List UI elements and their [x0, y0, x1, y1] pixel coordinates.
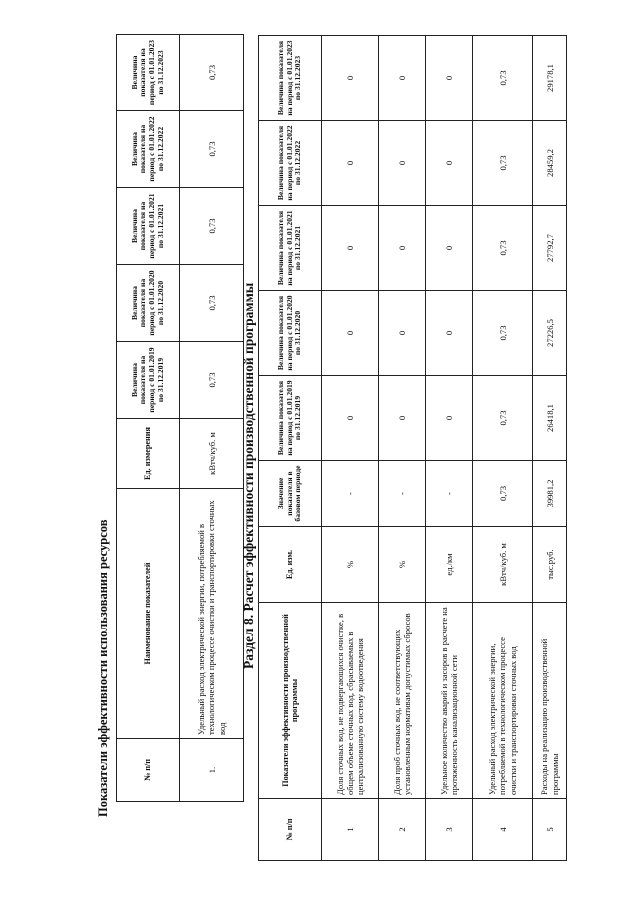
base-value: - — [379, 461, 426, 527]
indicator-name: Расходы на реализацию производственной программы — [533, 603, 567, 799]
value-2019: 0 — [322, 376, 379, 461]
value-2023: 0 — [426, 36, 473, 121]
value-2021: 0 — [379, 206, 426, 291]
header-cell: Ед. изм. — [259, 527, 322, 603]
header-cell: Величина показателя на период с 01.01.2022 по 31.12.2022 — [117, 111, 180, 188]
header-cell: Величина показателя на период с 01.01.2020 по 31.12.2020 — [259, 291, 322, 376]
header-cell: Значение показателя в базовом периоде — [259, 461, 322, 527]
unit: кВтч/куб. м — [180, 419, 244, 489]
unit: ед./км — [426, 527, 473, 603]
value-2019: 0,73 — [180, 342, 244, 419]
header-cell: № п/п — [117, 739, 180, 802]
unit: % — [379, 527, 426, 603]
header-cell: Показатели эффективности производственной программы — [259, 603, 322, 799]
value-2023: 0,73 — [473, 36, 533, 121]
header-cell: Величина показателя на период с 01.01.2023 по 31.12.2023 — [117, 35, 180, 111]
value-2021: 27792,7 — [533, 206, 567, 291]
table-row — [379, 36, 426, 861]
row-number: 4 — [473, 799, 533, 861]
row-number: 1 — [322, 799, 379, 861]
indicator-name: Доля проб сточных вод, не соответствующих установленным нормативам допустимых сбросов — [379, 603, 426, 799]
value-2023: 0 — [322, 36, 379, 121]
value-2021: 0,73 — [180, 188, 244, 265]
header-cell: Величина показателя на период с 01.01.2021 по 31.12.2021 — [117, 188, 180, 265]
unit: кВтч/куб. м — [473, 527, 533, 603]
unit: % — [322, 527, 379, 603]
header-cell: Величина показателя на период с 01.01.2023 по 31.12.2023 — [259, 36, 322, 121]
value-2020: 0,73 — [473, 291, 533, 376]
value-2020: 27226,5 — [533, 291, 567, 376]
indicator-name: Удельный расход электрической энергии, потребляемой в технологическом процессе очистки и транспортировки сточных вод — [180, 489, 244, 739]
value-2022: 0 — [426, 121, 473, 206]
value-2023: 0,73 — [180, 35, 244, 111]
value-2020: 0 — [322, 291, 379, 376]
value-2019: 0 — [379, 376, 426, 461]
table-row — [533, 36, 567, 861]
indicator-name: Удельный расход электрической энергии, потребляемой в технологическом процессе очистки и транспортировки сточных вод — [473, 603, 533, 799]
value-2022: 0,73 — [473, 121, 533, 206]
header-cell: Величина показателя на период с 01.01.2021 по 31.12.2021 — [259, 206, 322, 291]
indicator-name: Доля сточных вод, не подвергающихся очистке, в общем объеме сточных вод, сбрасываемых в централизованную систему водоотведения — [322, 603, 379, 799]
value-2019: 0 — [426, 376, 473, 461]
table-header-row — [117, 35, 180, 802]
value-2022: 28459,2 — [533, 121, 567, 206]
header-cell: Величина показателя на период с 01.01.2019 по 31.12.2019 — [259, 376, 322, 461]
base-value: 0,73 — [473, 461, 533, 527]
value-2020: 0,73 — [180, 265, 244, 342]
section1-title: Показатели эффективности использования ресурсов — [96, 519, 110, 817]
unit: тыс.руб. — [533, 527, 567, 603]
base-value: - — [426, 461, 473, 527]
row-number: 3 — [426, 799, 473, 861]
value-2019: 26418,1 — [533, 376, 567, 461]
row-number: 5 — [533, 799, 567, 861]
table-row — [426, 36, 473, 861]
resource-efficiency-table — [116, 34, 244, 802]
header-cell: Величина показателя на период с 01.01.2019 по 31.12.2019 — [117, 342, 180, 419]
value-2023: 0 — [379, 36, 426, 121]
value-2022: 0 — [379, 121, 426, 206]
row-number: 2 — [379, 799, 426, 861]
section2-title: Раздел 8. Расчет эффективности производственной программы — [241, 282, 256, 669]
value-2023: 29178,1 — [533, 36, 567, 121]
value-2021: 0 — [322, 206, 379, 291]
value-2022: 0 — [322, 121, 379, 206]
value-2021: 0,73 — [473, 206, 533, 291]
header-cell: № п/п — [259, 799, 322, 861]
value-2019: 0,73 — [473, 376, 533, 461]
header-cell: Наименование показателей — [117, 489, 180, 739]
base-value: - — [322, 461, 379, 527]
header-cell: Ед. измерения — [117, 419, 180, 489]
base-value: 39981,2 — [533, 461, 567, 527]
header-cell: Величина показателя на период с 01.01.2022 по 31.12.2022 — [259, 121, 322, 206]
row-number: 1. — [180, 739, 244, 802]
header-cell: Величина показателя на период с 01.01.2020 по 31.12.2020 — [117, 265, 180, 342]
value-2020: 0 — [379, 291, 426, 376]
value-2022: 0,73 — [180, 111, 244, 188]
program-efficiency-table — [258, 35, 567, 861]
indicator-name: Удельное количество аварий и засоров в расчете на протяженность канализационной сети — [426, 603, 473, 799]
table-row — [180, 35, 244, 802]
table-header-row — [259, 36, 322, 861]
table-row — [473, 36, 533, 861]
value-2021: 0 — [426, 206, 473, 291]
table-row — [322, 36, 379, 861]
value-2020: 0 — [426, 291, 473, 376]
